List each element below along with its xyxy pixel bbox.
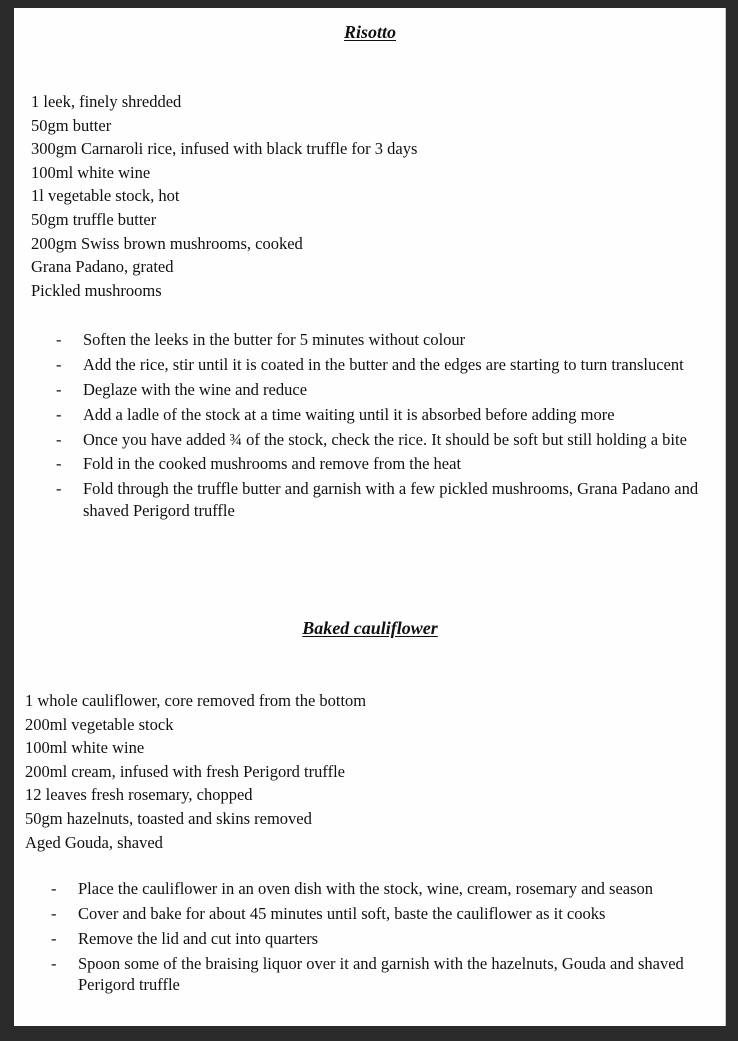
risotto-method-list [56,329,715,525]
bullet-dash: - [56,330,62,349]
bullet-dash: - [56,404,62,424]
method-step [56,404,715,426]
ingredient-item: Aged Gouda, shaved [25,832,163,852]
ingredient-item: 1l vegetable stock, hot [31,186,180,206]
ingredient-item: 1 whole cauliflower, core removed from the bottom [25,691,367,710]
method-step-text: Remove the lid and cut into quarters [78,928,319,948]
method-step-text: Cover and bake for about 45 minutes until soft, baste the cauliflower as it cooks [78,903,606,923]
cauliflower-ingredients-list [25,689,366,854]
method-step [56,429,715,451]
method-step [51,903,714,925]
method-step-text: Place the cauliflower in an oven dish with the stock, wine, cream, rosemary and season [78,879,654,898]
method-step-text: Deglaze with the wine and reduce [83,379,308,399]
cauliflower-title: Baked cauliflower [302,618,438,638]
ingredient-item: 50gm hazelnuts, toasted and skins removed [25,808,312,828]
ingredient-item: 50gm butter [31,115,112,135]
method-step-text: Add a ladle of the stock at a time waiting until it is absorbed before adding more [83,404,615,424]
ingredient-item: 100ml white wine [31,162,151,182]
bullet-dash: - [56,429,62,449]
bullet-dash: - [51,928,57,948]
bullet-dash: - [56,354,62,374]
ingredient-item: 200gm Swiss brown mushrooms, cooked [31,233,303,253]
method-step [56,354,715,376]
ingredient-item: 200ml cream, infused with fresh Perigord truffle [25,761,345,781]
bullet-dash: - [56,379,62,399]
ingredient-item: Grana Padano, grated [31,257,174,277]
cauliflower-method-list [51,878,714,999]
ingredient-item: Pickled mushrooms [31,280,162,300]
bullet-dash: - [51,953,57,973]
method-step [56,453,715,475]
bullet-dash: - [56,454,62,474]
method-step [51,928,714,950]
ingredient-item: 300gm Carnaroli rice, infused with black truffle for 3 days [31,139,418,159]
method-step-text: Spoon some of the braising liquor over it and garnish with the hazelnuts, Gouda and shaved Perigord truffle [78,953,684,995]
recipe-page [14,8,726,1026]
ingredient-item: 50gm truffle butter [31,209,157,229]
bullet-dash: - [51,879,57,898]
method-step-text: Once you have added ¾ of the stock, check the rice. It should be soft but still holding a bite [83,429,687,449]
method-step [51,878,714,900]
risotto-title: Risotto [343,22,396,42]
method-step [56,329,715,351]
ingredient-item: 1 leek, finely shredded [31,92,182,111]
method-step-text: Fold through the truffle butter and garnish with a few pickled mushrooms, Grana Padano and shaved Perigord truffle [83,479,699,520]
method-step-text: Fold in the cooked mushrooms and remove from the heat [83,454,462,474]
method-step [56,379,715,401]
ingredient-item: 12 leaves fresh rosemary, chopped [25,785,253,805]
risotto-ingredients-list [31,90,417,302]
ingredient-item: 200ml vegetable stock [25,714,174,734]
bullet-dash: - [51,903,57,923]
method-step-text: Add the rice, stir until it is coated in the butter and the edges are starting to turn translucent [83,354,684,374]
bullet-dash: - [56,479,62,499]
method-step-text: Soften the leeks in the butter for 5 minutes without colour [83,330,466,349]
ingredient-item: 100ml white wine [25,738,145,758]
method-step [51,953,714,996]
method-step [56,478,715,521]
